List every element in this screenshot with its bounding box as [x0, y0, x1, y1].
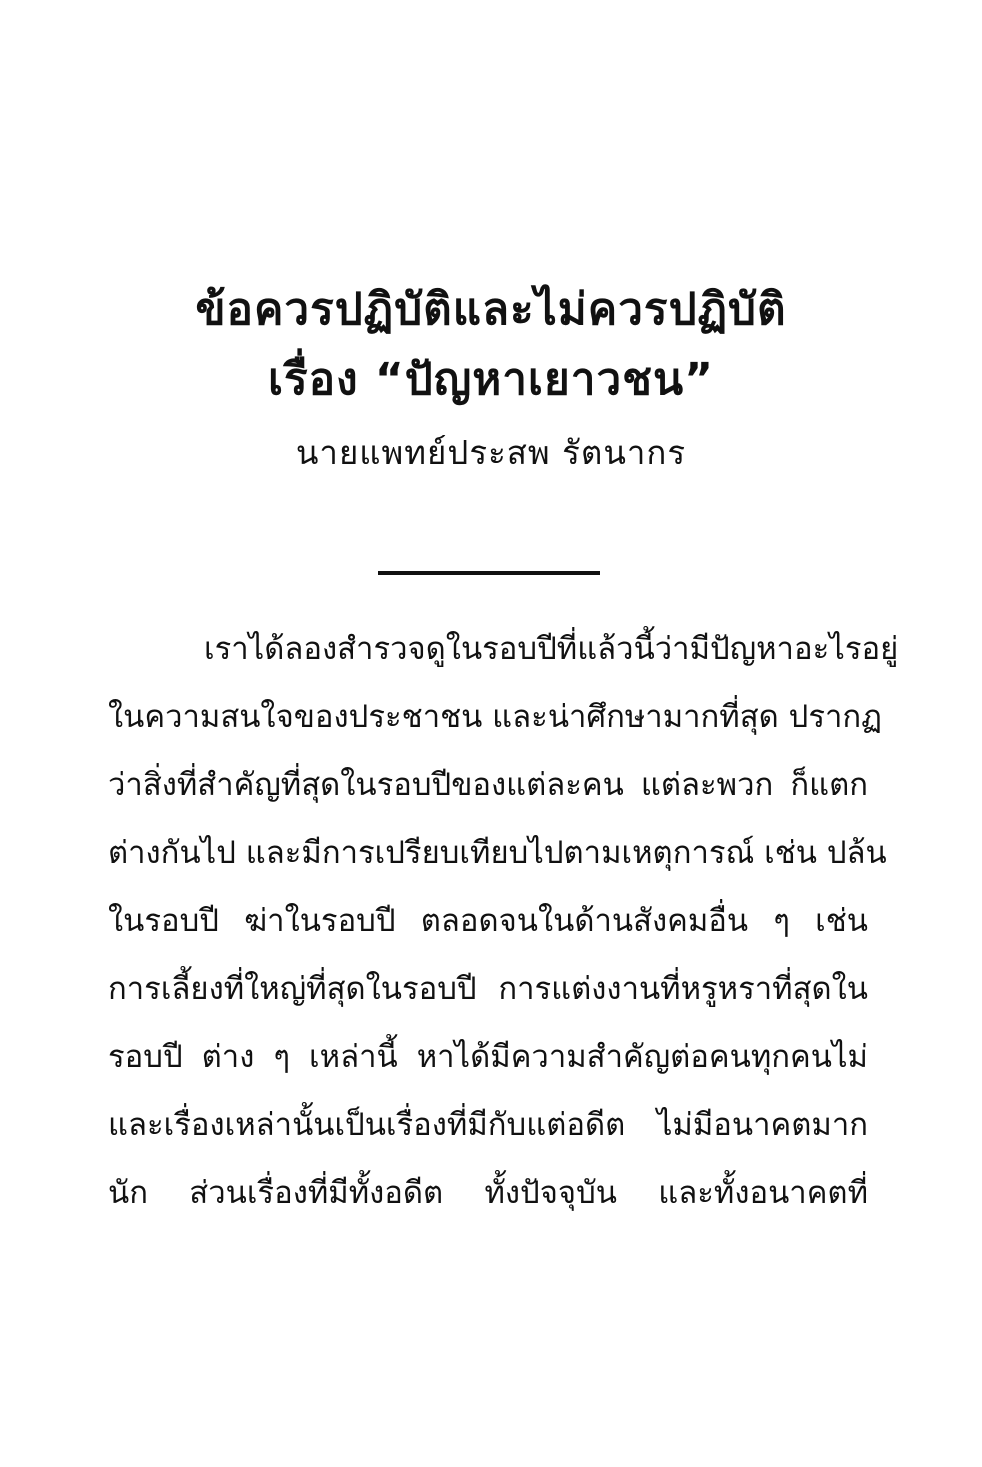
paragraph-line: ว่าสิ่งที่สำคัญที่สุดในรอบปีของแต่ละคน แต่ละพวก ก็แตก — [108, 767, 868, 803]
paragraph-line: และเรื่องเหล่านั้นเป็นเรื่องที่มีกับแต่อดีต ไม่มีอนาคตมาก — [108, 1107, 868, 1143]
page-title: ข้อควรปฏิบัติและไม่ควรปฏิบัติ — [195, 284, 787, 335]
paragraph-line: ต่างกันไป และมีการเปรียบเทียบไปตามเหตุการณ์ เช่น ปล้น — [108, 835, 887, 871]
title-block — [0, 285, 982, 473]
author-name: นายแพทย์ประสพ รัตนากร — [295, 433, 687, 472]
page-subtitle: เรื่อง “ปัญหาเยาวชน” — [267, 354, 715, 405]
paragraph-line: นัก ส่วนเรื่องที่มีทั้งอดีต ทั้งปัจจุบัน และทั้งอนาคตที่ — [108, 1175, 868, 1211]
paragraph-line: ในรอบปี ฆ่าในรอบปี ตลอดจนในด้านสังคมอื่น ๆ เช่น — [108, 903, 868, 939]
paragraph-line: เราได้ลองสำรวจดูในรอบปีที่แล้วนี้ว่ามีปัญหาอะไรอยู่ — [204, 631, 899, 667]
body-paragraph — [108, 615, 899, 1227]
title-divider — [378, 571, 600, 575]
paragraph-line: ในความสนใจของประชาชน และน่าศึกษามากที่สุด ปรากฏ — [108, 699, 882, 735]
paragraph-line: รอบปี ต่าง ๆ เหล่านี้ หาได้มีความสำคัญต่อคนทุกคนไม่ — [108, 1039, 868, 1075]
paragraph-line: การเลี้ยงที่ใหญ่ที่สุดในรอบปี การแต่งงานที่หรูหราที่สุดใน — [108, 971, 868, 1007]
